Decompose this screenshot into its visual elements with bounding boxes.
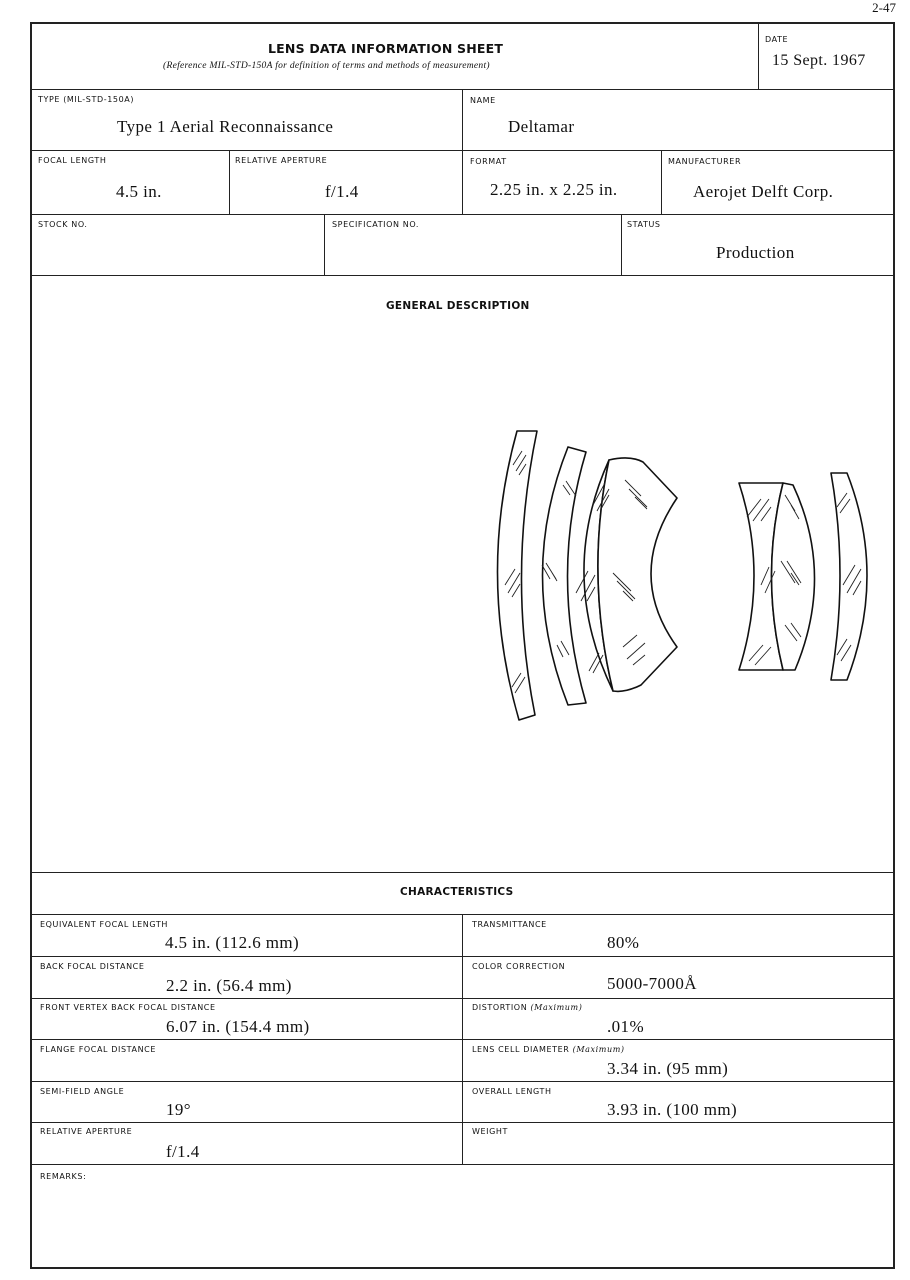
status-label: STATUS bbox=[627, 220, 661, 229]
sheet-subtitle: (Reference MIL-STD-150A for definition of terms and methods of measurement) bbox=[163, 61, 490, 71]
name-value: Deltamar bbox=[508, 117, 575, 136]
overall-length-value: 3.93 in. (100 mm) bbox=[607, 1100, 738, 1119]
relative-aperture-label: RELATIVE APERTURE bbox=[235, 156, 328, 165]
divider bbox=[31, 1122, 894, 1123]
equivalent-focal-length-value: 4.5 in. (112.6 mm) bbox=[165, 933, 300, 952]
characteristics-heading: CHARACTERISTICS bbox=[400, 886, 514, 898]
relative-aperture-char-label: RELATIVE APERTURE bbox=[40, 1127, 133, 1136]
lens-cell-diameter-label: LENS CELL DIAMETER (Maximum) bbox=[472, 1045, 625, 1054]
page-number: 2-47 bbox=[872, 0, 896, 15]
transmittance-label: TRANSMITTANCE bbox=[472, 920, 547, 929]
divider bbox=[462, 89, 463, 215]
equivalent-focal-length-label: EQUIVALENT FOCAL LENGTH bbox=[40, 920, 168, 929]
specification-no-label: SPECIFICATION NO. bbox=[332, 220, 420, 229]
divider bbox=[31, 872, 894, 873]
divider bbox=[229, 150, 230, 214]
divider bbox=[621, 214, 622, 275]
back-focal-distance-label: BACK FOCAL DISTANCE bbox=[40, 962, 145, 971]
status-value: Production bbox=[716, 243, 795, 262]
format-value: 2.25 in. x 2.25 in. bbox=[490, 180, 618, 199]
weight-label: WEIGHT bbox=[472, 1127, 509, 1136]
divider bbox=[31, 1164, 894, 1165]
transmittance-value: 80% bbox=[607, 933, 640, 952]
type-value: Type 1 Aerial Reconnaissance bbox=[117, 117, 334, 136]
semi-field-angle-label: SEMI-FIELD ANGLE bbox=[40, 1087, 125, 1096]
divider bbox=[31, 1081, 894, 1082]
lens-element-2 bbox=[543, 447, 587, 705]
sheet-title: LENS DATA INFORMATION SHEET bbox=[268, 41, 504, 56]
front-vertex-label: FRONT VERTEX BACK FOCAL DISTANCE bbox=[40, 1003, 216, 1012]
color-correction-label: COLOR CORRECTION bbox=[472, 962, 566, 971]
date-value: 15 Sept. 1967 bbox=[772, 52, 866, 69]
stock-no-label: STOCK NO. bbox=[38, 220, 88, 229]
flange-focal-distance-label: FLANGE FOCAL DISTANCE bbox=[40, 1045, 157, 1054]
type-label: TYPE (MIL-STD-150A) bbox=[38, 95, 135, 104]
manufacturer-label: MANUFACTURER bbox=[668, 157, 742, 166]
general-description-heading: GENERAL DESCRIPTION bbox=[386, 300, 530, 312]
divider bbox=[324, 214, 325, 275]
divider bbox=[661, 150, 662, 214]
divider bbox=[758, 23, 759, 90]
relative-aperture-value: f/1.4 bbox=[325, 182, 359, 201]
divider bbox=[31, 1039, 894, 1040]
lens-element-1 bbox=[497, 431, 537, 720]
date-label: DATE bbox=[765, 35, 789, 44]
color-correction-value: 5000-7000Å bbox=[607, 974, 697, 993]
focal-length-value: 4.5 in. bbox=[116, 182, 162, 201]
divider bbox=[31, 998, 894, 999]
distortion-value: .01% bbox=[607, 1017, 645, 1036]
divider bbox=[31, 150, 894, 151]
distortion-qualifier: (Maximum) bbox=[530, 1003, 583, 1012]
remarks-label: REMARKS: bbox=[40, 1172, 87, 1181]
divider bbox=[31, 214, 894, 215]
focal-length-label: FOCAL LENGTH bbox=[38, 156, 107, 165]
lens-cross-section-diagram bbox=[485, 425, 880, 730]
manufacturer-value: Aerojet Delft Corp. bbox=[693, 182, 834, 201]
format-label: FORMAT bbox=[470, 157, 507, 166]
name-label: NAME bbox=[470, 96, 496, 105]
divider bbox=[31, 275, 894, 276]
front-vertex-value: 6.07 in. (154.4 mm) bbox=[166, 1017, 310, 1036]
semi-field-angle-value: 19° bbox=[166, 1100, 191, 1119]
lens-cell-diameter-value: 3.34 in. (95 mm) bbox=[607, 1059, 729, 1078]
overall-length-label: OVERALL LENGTH bbox=[472, 1087, 552, 1096]
divider bbox=[31, 956, 894, 957]
distortion-label: DISTORTION (Maximum) bbox=[472, 1003, 583, 1012]
relative-aperture-char-value: f/1.4 bbox=[166, 1142, 200, 1161]
lens-cell-diameter-qualifier: (Maximum) bbox=[572, 1045, 625, 1054]
back-focal-distance-value: 2.2 in. (56.4 mm) bbox=[166, 976, 292, 995]
